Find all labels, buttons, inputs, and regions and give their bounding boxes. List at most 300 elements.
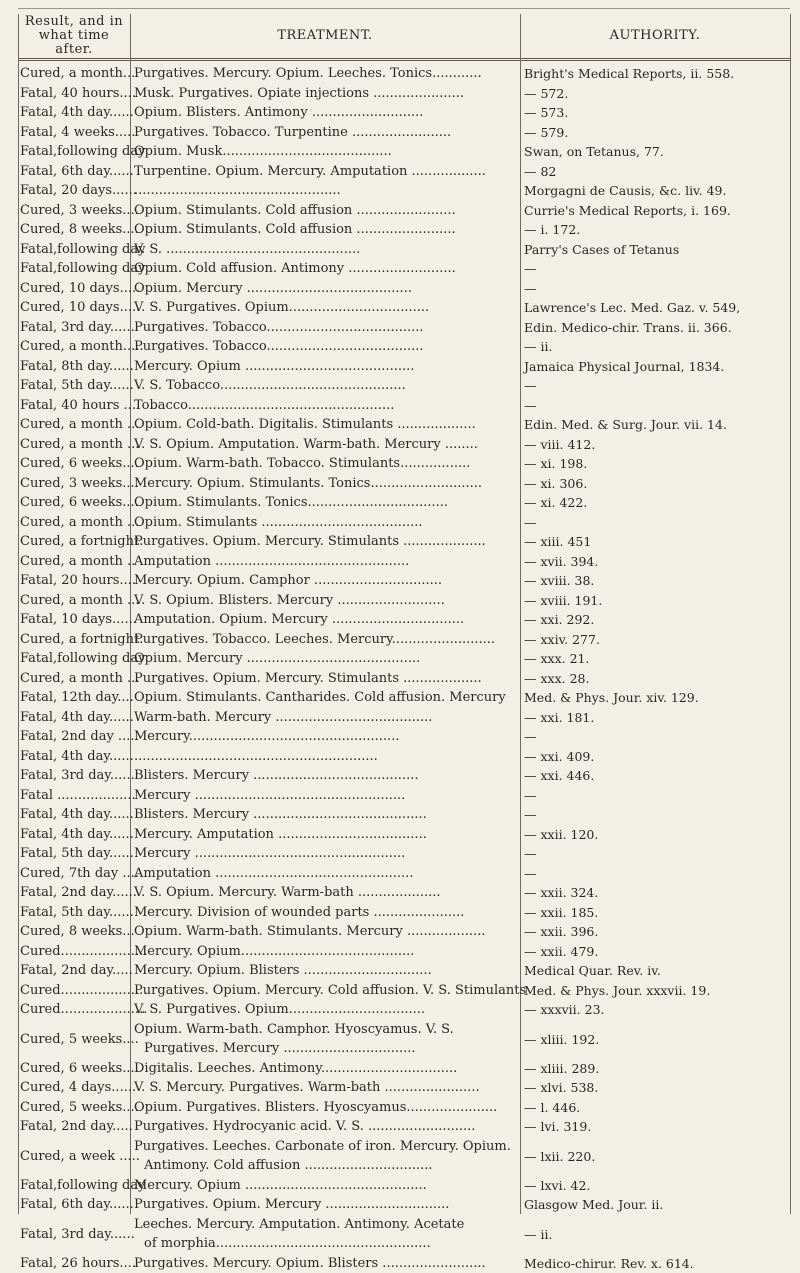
authority-cell: Morgagni de Causis, &c. liv. 49.: [524, 181, 788, 201]
treatment-text: ..................................................: [134, 181, 518, 201]
table-header: [18, 14, 790, 61]
table-row: [18, 337, 790, 357]
treatment-text: Opium. Blisters. Antimony ...........................: [134, 103, 518, 123]
result-cell: Fatal, 10 days......: [20, 610, 128, 630]
treatment-cell: [134, 1000, 518, 1020]
treatment-text: Opium. Mercury ........................................: [134, 279, 518, 299]
table-row: [18, 1078, 790, 1098]
table-row: [18, 571, 790, 591]
table-row: [18, 142, 790, 162]
treatment-cell: [134, 766, 518, 786]
table-row: [18, 981, 790, 1001]
table-row: [18, 591, 790, 611]
result-cell: Cured.....................: [20, 981, 128, 1001]
authority-cell: Med. & Phys. Jour. xxxvii. 19.: [524, 981, 788, 1001]
table-row: [18, 688, 790, 708]
result-cell: Fatal,following day: [20, 259, 128, 279]
result-cell: Fatal, 4th day......: [20, 825, 128, 845]
treatment-text: ...........................................................: [134, 747, 518, 767]
treatment-cell: [134, 201, 518, 221]
table-row: [18, 1000, 790, 1020]
treatment-text: Purgatives. Mercury. Opium. Blisters .........................: [134, 1254, 518, 1273]
authority-cell: — lvi. 319.: [524, 1117, 788, 1137]
result-cell: Cured, 8 weeks...: [20, 922, 128, 942]
treatment-cell: [134, 1078, 518, 1098]
treatment-text: Turpentine. Opium. Mercury. Amputation ..................: [134, 162, 518, 182]
result-cell: Fatal, 4th day......: [20, 103, 128, 123]
treatment-text: Opium. Warm-bath. Tobacco. Stimulants.................: [134, 454, 518, 474]
treatment-cell: [134, 123, 518, 143]
treatment-text: Amputation ................................................: [134, 864, 518, 884]
authority-cell: — xxx. 21.: [524, 649, 788, 669]
treatment-cell: [134, 883, 518, 903]
authority-cell: Swan, on Tetanus, 77.: [524, 142, 788, 162]
treatment-text: Purgatives. Tobacco. Turpentine ........................: [134, 123, 518, 143]
authority-cell: —: [524, 279, 788, 299]
treatment-cell: [134, 103, 518, 123]
treatment-cell: [134, 1137, 518, 1176]
authority-cell: —: [524, 727, 788, 747]
treatment-text: V. S. Opium. Mercury. Warm-bath ....................: [134, 883, 518, 903]
table-row: [18, 1195, 790, 1215]
treatment-text-continued: of morphia....................................................: [134, 1234, 518, 1254]
result-cell: Cured, a fortnight.: [20, 630, 128, 650]
treatment-cell: [134, 805, 518, 825]
treatment-cell: [134, 591, 518, 611]
result-cell: Fatal, 20 days......: [20, 181, 128, 201]
result-cell: Cured, a month ...: [20, 591, 128, 611]
treatment-cell: [134, 279, 518, 299]
treatment-cell: [134, 64, 518, 84]
result-cell: Fatal,following day: [20, 240, 128, 260]
result-cell: Fatal, 4 weeks.....: [20, 123, 128, 143]
result-cell: Fatal, 4th day......: [20, 708, 128, 728]
result-cell: Cured, a month ...: [20, 435, 128, 455]
authority-cell: — xliii. 192.: [524, 1020, 788, 1059]
result-cell: Fatal, 12th day....: [20, 688, 128, 708]
treatment-cell: [134, 298, 518, 318]
treatment-text: Purgatives. Opium. Mercury ..............................: [134, 1195, 518, 1215]
treatment-cell: [134, 318, 518, 338]
authority-cell: — xiii. 451: [524, 532, 788, 552]
treatment-text: Digitalis. Leeches. Antimony.................................: [134, 1059, 518, 1079]
authority-cell: — xvii. 394.: [524, 552, 788, 572]
treatment-cell: [134, 435, 518, 455]
table-row: [18, 357, 790, 377]
header-result: Result, and in what time after.: [18, 14, 130, 58]
table-row: [18, 649, 790, 669]
table-row: [18, 630, 790, 650]
treatment-cell: [134, 1020, 518, 1059]
treatment-cell: [134, 552, 518, 572]
treatment-cell: [134, 981, 518, 1001]
result-cell: Fatal, 4th day......: [20, 747, 128, 767]
treatment-cell: [134, 1215, 518, 1254]
table-row: [18, 435, 790, 455]
result-cell: Fatal, 5th day......: [20, 844, 128, 864]
table-row: [18, 240, 790, 260]
result-cell: Fatal,following day: [20, 1176, 128, 1196]
treatment-cell: [134, 181, 518, 201]
authority-cell: —: [524, 805, 788, 825]
authority-cell: —: [524, 864, 788, 884]
result-cell: Fatal, 3rd day......: [20, 1215, 128, 1254]
treatment-text: V. S. Mercury. Purgatives. Warm-bath .......................: [134, 1078, 518, 1098]
result-cell: Fatal, 2nd day.....: [20, 1117, 128, 1137]
authority-cell: — xxx. 28.: [524, 669, 788, 689]
authority-cell: Jamaica Physical Journal, 1834.: [524, 357, 788, 377]
table-body: [18, 64, 790, 1273]
authority-cell: —: [524, 513, 788, 533]
result-cell: Cured, 4 days......: [20, 1078, 128, 1098]
authority-cell: — xxii. 120.: [524, 825, 788, 845]
result-cell: Fatal, 5th day......: [20, 376, 128, 396]
treatment-cell: [134, 220, 518, 240]
authority-cell: — xi. 422.: [524, 493, 788, 513]
result-cell: Fatal, 6th day......: [20, 162, 128, 182]
treatment-cell: [134, 396, 518, 416]
result-cell: Fatal ...................: [20, 786, 128, 806]
treatment-text: V. S. ...............................................: [134, 240, 518, 260]
table-row: [18, 805, 790, 825]
treatment-cell: [134, 571, 518, 591]
treatment-cell: [134, 747, 518, 767]
table-row: [18, 415, 790, 435]
authority-cell: — ii.: [524, 337, 788, 357]
table-row: [18, 103, 790, 123]
result-cell: Cured.....................: [20, 942, 128, 962]
authority-cell: — xxii. 479.: [524, 942, 788, 962]
authority-cell: — viii. 412.: [524, 435, 788, 455]
result-cell: Fatal, 40 hours....: [20, 84, 128, 104]
table-row: [18, 1098, 790, 1118]
result-cell: Cured, 5 weeks....: [20, 1020, 128, 1059]
authority-cell: —: [524, 786, 788, 806]
table-row: [18, 318, 790, 338]
treatment-cell: [134, 415, 518, 435]
table-row: [18, 708, 790, 728]
table-row: [18, 1254, 790, 1273]
treatment-text: Purgatives. Hydrocyanic acid. V. S. ..........................: [134, 1117, 518, 1137]
treatment-cell: [134, 1176, 518, 1196]
result-cell: Fatal, 2nd day.....: [20, 961, 128, 981]
treatment-cell: [134, 513, 518, 533]
authority-cell: — 82: [524, 162, 788, 182]
treatment-text: Purgatives. Opium. Mercury. Cold affusion. V. S. Stimulants: [134, 981, 518, 1001]
authority-cell: — xliii. 289.: [524, 1059, 788, 1079]
authority-cell: —: [524, 259, 788, 279]
table-row: [18, 1137, 790, 1176]
authority-cell: — 572.: [524, 84, 788, 104]
table-row: [18, 747, 790, 767]
authority-cell: Edin. Med. & Surg. Jour. vii. 14.: [524, 415, 788, 435]
table-row: [18, 825, 790, 845]
table-row: [18, 532, 790, 552]
treatment-text: Opium. Stimulants. Cold affusion ........................: [134, 220, 518, 240]
treatment-cell: [134, 825, 518, 845]
treatment-cell: [134, 1059, 518, 1079]
treatment-text: Mercury. Opium. Blisters ...............................: [134, 961, 518, 981]
authority-cell: — xxi. 409.: [524, 747, 788, 767]
treatment-text: Mercury ...................................................: [134, 844, 518, 864]
authority-cell: — xxi. 181.: [524, 708, 788, 728]
result-cell: Fatal, 20 hours....: [20, 571, 128, 591]
treatment-text: V. S. Purgatives. Opium..................................: [134, 298, 518, 318]
treatment-cell: [134, 669, 518, 689]
table-row: [18, 376, 790, 396]
treatment-cell: [134, 630, 518, 650]
treatment-cell: [134, 240, 518, 260]
authority-cell: Parry's Cases of Tetanus: [524, 240, 788, 260]
header-treatment: TREATMENT.: [130, 14, 520, 58]
table-row: [18, 1215, 790, 1254]
table-row: [18, 766, 790, 786]
treatment-text: Amputation ...............................................: [134, 552, 518, 572]
table-row: [18, 162, 790, 182]
authority-cell: — lxii. 220.: [524, 1137, 788, 1176]
authority-cell: Medico-chirur. Rev. x. 614.: [524, 1254, 788, 1273]
treatment-cell: [134, 844, 518, 864]
treatment-cell: [134, 903, 518, 923]
result-cell: Cured, a month.....: [20, 337, 128, 357]
treatment-text: Purgatives. Tobacco......................................: [134, 337, 518, 357]
result-cell: Cured, a month ...: [20, 669, 128, 689]
result-cell: Fatal,following day: [20, 142, 128, 162]
treatment-text-continued: Antimony. Cold affusion ...............................: [134, 1156, 518, 1176]
treatment-text: Mercury. Opium .........................................: [134, 357, 518, 377]
treatment-text: Musk. Purgatives. Opiate injections ......................: [134, 84, 518, 104]
result-cell: Fatal,following day: [20, 649, 128, 669]
treatment-text: Opium. Cold-bath. Digitalis. Stimulants ...................: [134, 415, 518, 435]
result-cell: Cured, a week .....: [20, 1137, 128, 1176]
table-row: [18, 786, 790, 806]
result-cell: Cured, a fortnight.: [20, 532, 128, 552]
authority-cell: — xxi. 292.: [524, 610, 788, 630]
treatment-cell: [134, 454, 518, 474]
table-row: [18, 298, 790, 318]
treatment-cell: [134, 357, 518, 377]
authority-cell: — 573.: [524, 103, 788, 123]
authority-cell: Med. & Phys. Jour. xiv. 129.: [524, 688, 788, 708]
result-cell: Cured, a month ...: [20, 513, 128, 533]
authority-cell: — xxii. 185.: [524, 903, 788, 923]
treatment-cell: [134, 649, 518, 669]
table-row: [18, 513, 790, 533]
treatment-text: Mercury...................................................: [134, 727, 518, 747]
treatment-text: Purgatives. Tobacco......................................: [134, 318, 518, 338]
treatment-text: Opium. Cold affusion. Antimony ..........................: [134, 259, 518, 279]
table-row: [18, 1059, 790, 1079]
authority-cell: Glasgow Med. Jour. ii.: [524, 1195, 788, 1215]
treatment-text: Opium. Mercury ..........................................: [134, 649, 518, 669]
authority-cell: —: [524, 396, 788, 416]
treatment-cell: [134, 1254, 518, 1273]
table-row: [18, 84, 790, 104]
treatment-text: Purgatives. Tobacco. Leeches. Mercury.........................: [134, 630, 518, 650]
result-cell: Fatal, 6th day......: [20, 1195, 128, 1215]
treatment-cell: [134, 1117, 518, 1137]
treatment-cell: [134, 84, 518, 104]
authority-cell: — xxiv. 277.: [524, 630, 788, 650]
treatment-text: Opium. Stimulants. Cold affusion ........................: [134, 201, 518, 221]
treatment-text: Opium. Stimulants. Tonics..................................: [134, 493, 518, 513]
treatment-cell: [134, 162, 518, 182]
table-row: [18, 922, 790, 942]
table-row: [18, 1117, 790, 1137]
authority-cell: — xxii. 396.: [524, 922, 788, 942]
treatment-cell: [134, 708, 518, 728]
treatment-text: Mercury. Opium. Camphor ...............................: [134, 571, 518, 591]
table-row: [18, 552, 790, 572]
result-cell: Fatal, 2nd day......: [20, 883, 128, 903]
treatment-text: Purgatives. Opium. Mercury. Stimulants ....................: [134, 532, 518, 552]
treatment-cell: [134, 493, 518, 513]
treatment-text: Opium. Warm-bath. Camphor. Hyoscyamus. V. S.: [134, 1020, 518, 1040]
result-cell: Fatal, 2nd day .....: [20, 727, 128, 747]
result-cell: Cured, a month ..: [20, 552, 128, 572]
authority-cell: —: [524, 376, 788, 396]
authority-cell: — xxxvii. 23.: [524, 1000, 788, 1020]
result-cell: Cured, a month ...: [20, 415, 128, 435]
result-cell: Fatal, 3rd day......: [20, 318, 128, 338]
authority-cell: — ii.: [524, 1215, 788, 1254]
treatment-text: V. S. Opium. Blisters. Mercury ..........................: [134, 591, 518, 611]
treatment-cell: [134, 786, 518, 806]
authority-cell: Bright's Medical Reports, ii. 558.: [524, 64, 788, 84]
treatment-text: Opium. Stimulants. Cantharides. Cold affusion. Mercury: [134, 688, 518, 708]
authority-cell: — xi. 306.: [524, 474, 788, 494]
treatment-text: Opium. Stimulants .......................................: [134, 513, 518, 533]
treatment-cell: [134, 942, 518, 962]
table-row: [18, 259, 790, 279]
treatment-cell: [134, 532, 518, 552]
table-row: [18, 454, 790, 474]
treatment-cell: [134, 688, 518, 708]
result-cell: Cured, 6 weeks....: [20, 493, 128, 513]
treatment-cell: [134, 864, 518, 884]
result-cell: Cured, a month...: [20, 64, 128, 84]
table-row: [18, 1020, 790, 1059]
treatment-text: Blisters. Mercury ..........................................: [134, 805, 518, 825]
result-cell: Fatal, 4th day......: [20, 805, 128, 825]
result-cell: Fatal, 5th day......: [20, 903, 128, 923]
treatment-text: Opium. Musk.........................................: [134, 142, 518, 162]
result-cell: Cured, 7th day ....: [20, 864, 128, 884]
authority-cell: Edin. Medico-chir. Trans. ii. 366.: [524, 318, 788, 338]
table-row: [18, 961, 790, 981]
treatment-cell: [134, 337, 518, 357]
treatment-text: V. S. Purgatives. Opium.................................: [134, 1000, 518, 1020]
treatment-cell: [134, 474, 518, 494]
authority-cell: — xviii. 38.: [524, 571, 788, 591]
treatment-text: Mercury. Opium. Stimulants. Tonics...........................: [134, 474, 518, 494]
table-row: [18, 64, 790, 84]
table-row: [18, 1176, 790, 1196]
table-row: [18, 883, 790, 903]
result-cell: Cured, 6 weeks....: [20, 454, 128, 474]
table-row: [18, 942, 790, 962]
treatment-text-continued: Purgatives. Mercury ................................: [134, 1039, 518, 1059]
treatment-text: V. S. Opium. Amputation. Warm-bath. Mercury ........: [134, 435, 518, 455]
authority-cell: — 579.: [524, 123, 788, 143]
treatment-text: Leeches. Mercury. Amputation. Antimony. Acetate: [134, 1215, 518, 1235]
treatment-cell: [134, 142, 518, 162]
table-row: [18, 201, 790, 221]
result-cell: Fatal, 40 hours ....: [20, 396, 128, 416]
treatment-text: Mercury ...................................................: [134, 786, 518, 806]
treatment-text: Amputation. Opium. Mercury ................................: [134, 610, 518, 630]
treatment-text: Blisters. Mercury ........................................: [134, 766, 518, 786]
treatment-text: Opium. Warm-bath. Stimulants. Mercury ...................: [134, 922, 518, 942]
result-cell: Cured, 5 weeks....: [20, 1098, 128, 1118]
table-row: [18, 727, 790, 747]
treatment-text: Opium. Purgatives. Blisters. Hyoscyamus......................: [134, 1098, 518, 1118]
table-row: [18, 610, 790, 630]
authority-cell: Medical Quar. Rev. iv.: [524, 961, 788, 981]
result-cell: Cured.....................: [20, 1000, 128, 1020]
table-row: [18, 396, 790, 416]
treatment-cell: [134, 727, 518, 747]
treatment-cell: [134, 961, 518, 981]
authority-cell: Lawrence's Lec. Med. Gaz. v. 549,: [524, 298, 788, 318]
result-cell: Fatal, 26 hours....: [20, 1254, 128, 1273]
treatment-text: Purgatives. Opium. Mercury. Stimulants ...................: [134, 669, 518, 689]
header-authority: AUTHORITY.: [520, 14, 790, 58]
result-cell: Fatal, 3rd day......: [20, 766, 128, 786]
treatment-text: Purgatives. Mercury. Opium. Leeches. Tonics............: [134, 64, 518, 84]
treatment-cell: [134, 259, 518, 279]
result-cell: Cured, 6 weeks....: [20, 1059, 128, 1079]
authority-cell: — lxvi. 42.: [524, 1176, 788, 1196]
authority-cell: — i. 172.: [524, 220, 788, 240]
treatment-cell: [134, 610, 518, 630]
table-row: [18, 474, 790, 494]
authority-cell: — l. 446.: [524, 1098, 788, 1118]
treatment-text: V. S. Tobacco.............................................: [134, 376, 518, 396]
authority-cell: — xxii. 324.: [524, 883, 788, 903]
table-row: [18, 493, 790, 513]
table-row: [18, 181, 790, 201]
result-cell: Cured, 10 days.....: [20, 279, 128, 299]
authority-cell: — xlvi. 538.: [524, 1078, 788, 1098]
result-cell: Cured, 10 days.....: [20, 298, 128, 318]
table-row: [18, 220, 790, 240]
treatment-cell: [134, 922, 518, 942]
treatment-text: Tobacco..................................................: [134, 396, 518, 416]
authority-cell: Currie's Medical Reports, i. 169.: [524, 201, 788, 221]
treatment-cell: [134, 1195, 518, 1215]
treatment-text: Purgatives. Leeches. Carbonate of iron. Mercury. Opium.: [134, 1137, 518, 1157]
treatment-cell: [134, 376, 518, 396]
treatment-text: Mercury. Opium..........................................: [134, 942, 518, 962]
treatment-cell: [134, 1098, 518, 1118]
top-rule: [18, 8, 790, 9]
table-row: [18, 844, 790, 864]
treatment-text: Mercury. Division of wounded parts ......................: [134, 903, 518, 923]
result-cell: Fatal, 8th day......: [20, 357, 128, 377]
authority-cell: — xxi. 446.: [524, 766, 788, 786]
authority-cell: —: [524, 844, 788, 864]
authority-cell: — xi. 198.: [524, 454, 788, 474]
result-cell: Cured, 3 weeks....: [20, 201, 128, 221]
treatment-text: Mercury. Opium ............................................: [134, 1176, 518, 1196]
authority-cell: — xviii. 191.: [524, 591, 788, 611]
column-rule: [790, 14, 791, 1214]
treatment-text: Mercury. Amputation ....................................: [134, 825, 518, 845]
table-row: [18, 864, 790, 884]
table-row: [18, 669, 790, 689]
result-cell: Cured, 8 weeks....: [20, 220, 128, 240]
